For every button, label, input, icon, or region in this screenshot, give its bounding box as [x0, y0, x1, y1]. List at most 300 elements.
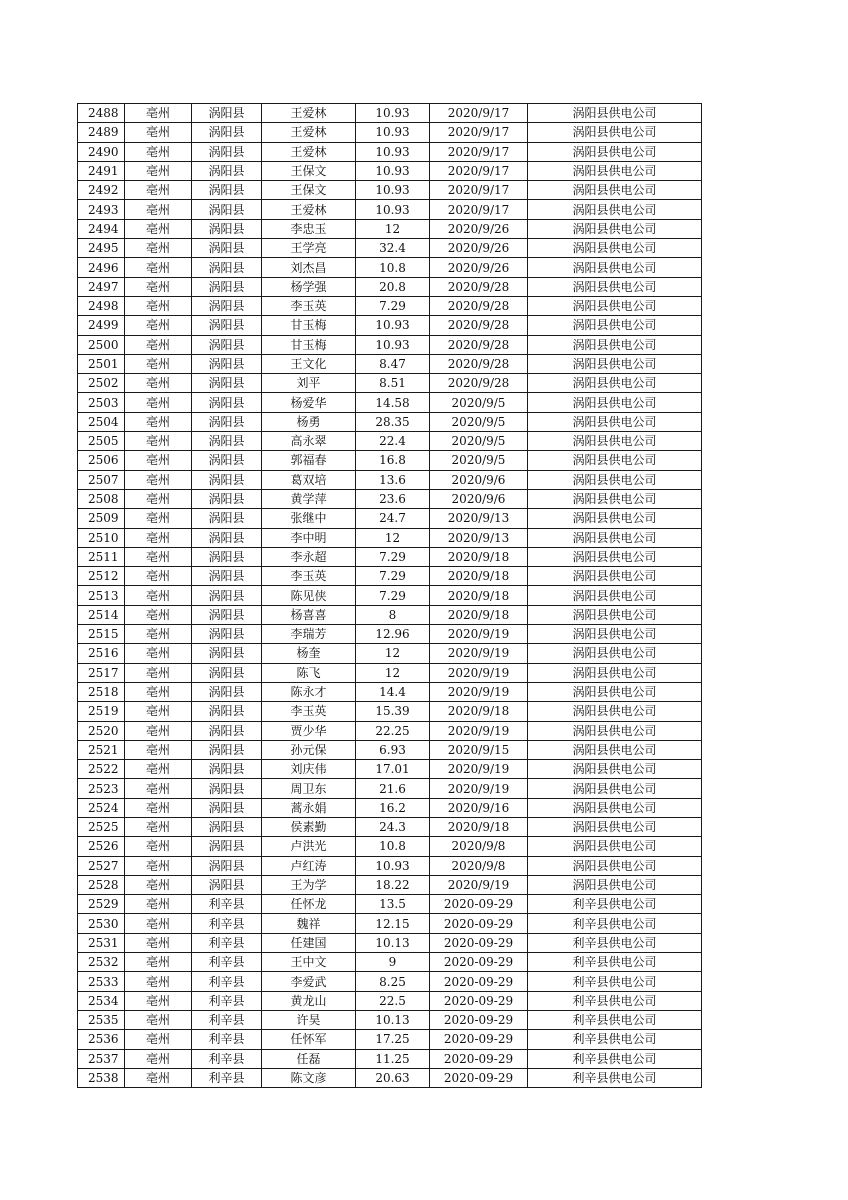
name-cell: 黄学萍 [262, 489, 356, 508]
county-cell: 涡阳县 [192, 798, 262, 817]
date-cell: 2020/9/13 [430, 528, 528, 547]
date-cell: 2020/9/19 [430, 721, 528, 740]
date-cell: 2020/9/17 [430, 200, 528, 219]
row-number-cell: 2528 [78, 875, 125, 894]
city-cell: 亳州 [125, 567, 192, 586]
amount-cell: 8.51 [356, 374, 430, 393]
company-cell: 涡阳县供电公司 [528, 374, 702, 393]
row-number-cell: 2523 [78, 779, 125, 798]
company-cell: 利辛县供电公司 [528, 1049, 702, 1068]
row-number-cell: 2533 [78, 972, 125, 991]
date-cell: 2020/9/28 [430, 316, 528, 335]
county-cell: 利辛县 [192, 1068, 262, 1087]
table-row [78, 374, 702, 393]
county-cell: 涡阳县 [192, 567, 262, 586]
city-cell: 亳州 [125, 393, 192, 412]
table-row [78, 219, 702, 238]
row-number-cell: 2515 [78, 625, 125, 644]
table-row [78, 200, 702, 219]
name-cell: 孙元保 [262, 740, 356, 759]
date-cell: 2020/9/28 [430, 354, 528, 373]
name-cell: 李爱武 [262, 972, 356, 991]
company-cell: 涡阳县供电公司 [528, 296, 702, 315]
row-number-cell: 2496 [78, 258, 125, 277]
name-cell: 黄龙山 [262, 991, 356, 1010]
amount-cell: 11.25 [356, 1049, 430, 1068]
name-cell: 王保文 [262, 161, 356, 180]
row-number-cell: 2538 [78, 1068, 125, 1087]
table-row [78, 702, 702, 721]
row-number-cell: 2514 [78, 605, 125, 624]
name-cell: 陈文彦 [262, 1068, 356, 1087]
table-row [78, 856, 702, 875]
company-cell: 涡阳县供电公司 [528, 354, 702, 373]
company-cell: 涡阳县供电公司 [528, 200, 702, 219]
name-cell: 许昊 [262, 1010, 356, 1029]
table-row [78, 586, 702, 605]
row-number-cell: 2537 [78, 1049, 125, 1068]
table-row [78, 393, 702, 412]
date-cell: 2020-09-29 [430, 933, 528, 952]
company-cell: 涡阳县供电公司 [528, 605, 702, 624]
name-cell: 陈见侠 [262, 586, 356, 605]
city-cell: 亳州 [125, 953, 192, 972]
county-cell: 涡阳县 [192, 412, 262, 431]
name-cell: 李玉英 [262, 702, 356, 721]
city-cell: 亳州 [125, 451, 192, 470]
company-cell: 涡阳县供电公司 [528, 875, 702, 894]
table-row [78, 740, 702, 759]
amount-cell: 7.29 [356, 567, 430, 586]
row-number-cell: 2535 [78, 1010, 125, 1029]
table-row [78, 895, 702, 914]
city-cell: 亳州 [125, 277, 192, 296]
county-cell: 涡阳县 [192, 374, 262, 393]
company-cell: 涡阳县供电公司 [528, 258, 702, 277]
date-cell: 2020/9/15 [430, 740, 528, 759]
county-cell: 涡阳县 [192, 528, 262, 547]
city-cell: 亳州 [125, 817, 192, 836]
amount-cell: 21.6 [356, 779, 430, 798]
county-cell: 利辛县 [192, 933, 262, 952]
row-number-cell: 2526 [78, 837, 125, 856]
company-cell: 涡阳县供电公司 [528, 682, 702, 701]
county-cell: 利辛县 [192, 1049, 262, 1068]
amount-cell: 22.4 [356, 432, 430, 451]
name-cell: 甘玉梅 [262, 316, 356, 335]
row-number-cell: 2490 [78, 142, 125, 161]
name-cell: 魏祥 [262, 914, 356, 933]
table-body [78, 104, 702, 1088]
row-number-cell: 2513 [78, 586, 125, 605]
company-cell: 涡阳县供电公司 [528, 239, 702, 258]
table-row [78, 721, 702, 740]
county-cell: 涡阳县 [192, 644, 262, 663]
city-cell: 亳州 [125, 528, 192, 547]
table-row [78, 972, 702, 991]
city-cell: 亳州 [125, 721, 192, 740]
name-cell: 王爱林 [262, 104, 356, 123]
table-row [78, 528, 702, 547]
amount-cell: 10.13 [356, 1010, 430, 1029]
date-cell: 2020/9/17 [430, 104, 528, 123]
city-cell: 亳州 [125, 1068, 192, 1087]
date-cell: 2020/9/18 [430, 605, 528, 624]
amount-cell: 10.8 [356, 258, 430, 277]
amount-cell: 18.22 [356, 875, 430, 894]
county-cell: 涡阳县 [192, 316, 262, 335]
date-cell: 2020-09-29 [430, 1030, 528, 1049]
county-cell: 利辛县 [192, 914, 262, 933]
row-number-cell: 2494 [78, 219, 125, 238]
table-row [78, 142, 702, 161]
city-cell: 亳州 [125, 104, 192, 123]
county-cell: 涡阳县 [192, 586, 262, 605]
county-cell: 涡阳县 [192, 142, 262, 161]
date-cell: 2020/9/17 [430, 123, 528, 142]
table-row [78, 605, 702, 624]
table-row [78, 567, 702, 586]
row-number-cell: 2488 [78, 104, 125, 123]
date-cell: 2020/9/18 [430, 586, 528, 605]
date-cell: 2020/9/16 [430, 798, 528, 817]
row-number-cell: 2489 [78, 123, 125, 142]
row-number-cell: 2519 [78, 702, 125, 721]
company-cell: 涡阳县供电公司 [528, 509, 702, 528]
company-cell: 涡阳县供电公司 [528, 316, 702, 335]
table-row [78, 335, 702, 354]
county-cell: 涡阳县 [192, 702, 262, 721]
table-row [78, 277, 702, 296]
amount-cell: 20.8 [356, 277, 430, 296]
city-cell: 亳州 [125, 335, 192, 354]
row-number-cell: 2530 [78, 914, 125, 933]
city-cell: 亳州 [125, 374, 192, 393]
county-cell: 涡阳县 [192, 432, 262, 451]
date-cell: 2020/9/5 [430, 451, 528, 470]
city-cell: 亳州 [125, 625, 192, 644]
table-row [78, 316, 702, 335]
city-cell: 亳州 [125, 489, 192, 508]
county-cell: 涡阳县 [192, 200, 262, 219]
row-number-cell: 2517 [78, 663, 125, 682]
name-cell: 任怀龙 [262, 895, 356, 914]
date-cell: 2020/9/19 [430, 760, 528, 779]
city-cell: 亳州 [125, 914, 192, 933]
company-cell: 涡阳县供电公司 [528, 451, 702, 470]
date-cell: 2020/9/18 [430, 547, 528, 566]
amount-cell: 14.58 [356, 393, 430, 412]
amount-cell: 12 [356, 644, 430, 663]
table-row [78, 991, 702, 1010]
amount-cell: 10.93 [356, 161, 430, 180]
city-cell: 亳州 [125, 875, 192, 894]
name-cell: 甘玉梅 [262, 335, 356, 354]
company-cell: 涡阳县供电公司 [528, 856, 702, 875]
row-number-cell: 2521 [78, 740, 125, 759]
city-cell: 亳州 [125, 200, 192, 219]
city-cell: 亳州 [125, 1030, 192, 1049]
county-cell: 涡阳县 [192, 219, 262, 238]
amount-cell: 9 [356, 953, 430, 972]
date-cell: 2020/9/18 [430, 817, 528, 836]
name-cell: 刘平 [262, 374, 356, 393]
company-cell: 涡阳县供电公司 [528, 219, 702, 238]
date-cell: 2020/9/28 [430, 335, 528, 354]
county-cell: 涡阳县 [192, 258, 262, 277]
date-cell: 2020-09-29 [430, 972, 528, 991]
city-cell: 亳州 [125, 972, 192, 991]
company-cell: 涡阳县供电公司 [528, 470, 702, 489]
city-cell: 亳州 [125, 760, 192, 779]
company-cell: 涡阳县供电公司 [528, 142, 702, 161]
name-cell: 卢洪光 [262, 837, 356, 856]
name-cell: 李玉英 [262, 567, 356, 586]
name-cell: 李玉英 [262, 296, 356, 315]
date-cell: 2020-09-29 [430, 1010, 528, 1029]
amount-cell: 8.47 [356, 354, 430, 373]
table-row [78, 953, 702, 972]
amount-cell: 13.6 [356, 470, 430, 489]
name-cell: 卢红涛 [262, 856, 356, 875]
table-row [78, 239, 702, 258]
date-cell: 2020/9/6 [430, 489, 528, 508]
amount-cell: 17.25 [356, 1030, 430, 1049]
table-row [78, 412, 702, 431]
county-cell: 涡阳县 [192, 470, 262, 489]
row-number-cell: 2534 [78, 991, 125, 1010]
city-cell: 亳州 [125, 432, 192, 451]
name-cell: 陈飞 [262, 663, 356, 682]
amount-cell: 24.7 [356, 509, 430, 528]
table-row [78, 760, 702, 779]
date-cell: 2020/9/19 [430, 682, 528, 701]
date-cell: 2020/9/8 [430, 856, 528, 875]
city-cell: 亳州 [125, 779, 192, 798]
city-cell: 亳州 [125, 316, 192, 335]
company-cell: 利辛县供电公司 [528, 1030, 702, 1049]
company-cell: 涡阳县供电公司 [528, 837, 702, 856]
company-cell: 涡阳县供电公司 [528, 625, 702, 644]
amount-cell: 22.5 [356, 991, 430, 1010]
name-cell: 王学亮 [262, 239, 356, 258]
city-cell: 亳州 [125, 663, 192, 682]
table-row [78, 1010, 702, 1029]
name-cell: 李忠玉 [262, 219, 356, 238]
date-cell: 2020/9/17 [430, 181, 528, 200]
city-cell: 亳州 [125, 258, 192, 277]
company-cell: 利辛县供电公司 [528, 972, 702, 991]
company-cell: 涡阳县供电公司 [528, 161, 702, 180]
row-number-cell: 2516 [78, 644, 125, 663]
row-number-cell: 2524 [78, 798, 125, 817]
amount-cell: 10.8 [356, 837, 430, 856]
table-row [78, 644, 702, 663]
county-cell: 涡阳县 [192, 817, 262, 836]
county-cell: 涡阳县 [192, 509, 262, 528]
city-cell: 亳州 [125, 412, 192, 431]
date-cell: 2020/9/26 [430, 258, 528, 277]
county-cell: 利辛县 [192, 972, 262, 991]
amount-cell: 10.93 [356, 316, 430, 335]
city-cell: 亳州 [125, 123, 192, 142]
date-cell: 2020/9/8 [430, 837, 528, 856]
company-cell: 涡阳县供电公司 [528, 663, 702, 682]
amount-cell: 10.93 [356, 104, 430, 123]
company-cell: 利辛县供电公司 [528, 895, 702, 914]
amount-cell: 32.4 [356, 239, 430, 258]
table-row [78, 817, 702, 836]
amount-cell: 12 [356, 219, 430, 238]
date-cell: 2020/9/17 [430, 142, 528, 161]
date-cell: 2020/9/28 [430, 277, 528, 296]
company-cell: 涡阳县供电公司 [528, 104, 702, 123]
city-cell: 亳州 [125, 354, 192, 373]
amount-cell: 17.01 [356, 760, 430, 779]
city-cell: 亳州 [125, 219, 192, 238]
county-cell: 涡阳县 [192, 760, 262, 779]
county-cell: 利辛县 [192, 1030, 262, 1049]
row-number-cell: 2511 [78, 547, 125, 566]
name-cell: 任怀军 [262, 1030, 356, 1049]
name-cell: 王爱林 [262, 200, 356, 219]
amount-cell: 10.93 [356, 856, 430, 875]
amount-cell: 12.15 [356, 914, 430, 933]
amount-cell: 8.25 [356, 972, 430, 991]
amount-cell: 8 [356, 605, 430, 624]
amount-cell: 10.93 [356, 142, 430, 161]
date-cell: 2020/9/26 [430, 219, 528, 238]
county-cell: 涡阳县 [192, 605, 262, 624]
table-row [78, 123, 702, 142]
name-cell: 陈永才 [262, 682, 356, 701]
city-cell: 亳州 [125, 837, 192, 856]
table-row [78, 451, 702, 470]
row-number-cell: 2500 [78, 335, 125, 354]
row-number-cell: 2518 [78, 682, 125, 701]
amount-cell: 24.3 [356, 817, 430, 836]
amount-cell: 10.13 [356, 933, 430, 952]
county-cell: 涡阳县 [192, 239, 262, 258]
amount-cell: 10.93 [356, 181, 430, 200]
county-cell: 涡阳县 [192, 682, 262, 701]
row-number-cell: 2502 [78, 374, 125, 393]
table-row [78, 933, 702, 952]
city-cell: 亳州 [125, 547, 192, 566]
date-cell: 2020/9/18 [430, 567, 528, 586]
company-cell: 涡阳县供电公司 [528, 528, 702, 547]
city-cell: 亳州 [125, 991, 192, 1010]
county-cell: 涡阳县 [192, 296, 262, 315]
table-row [78, 663, 702, 682]
date-cell: 2020-09-29 [430, 914, 528, 933]
date-cell: 2020/9/6 [430, 470, 528, 489]
date-cell: 2020/9/28 [430, 296, 528, 315]
amount-cell: 12.96 [356, 625, 430, 644]
city-cell: 亳州 [125, 702, 192, 721]
amount-cell: 12 [356, 663, 430, 682]
company-cell: 涡阳县供电公司 [528, 412, 702, 431]
name-cell: 张继中 [262, 509, 356, 528]
city-cell: 亳州 [125, 1049, 192, 1068]
amount-cell: 7.29 [356, 296, 430, 315]
row-number-cell: 2498 [78, 296, 125, 315]
company-cell: 利辛县供电公司 [528, 991, 702, 1010]
name-cell: 周卫东 [262, 779, 356, 798]
name-cell: 杨喜喜 [262, 605, 356, 624]
company-cell: 涡阳县供电公司 [528, 547, 702, 566]
row-number-cell: 2499 [78, 316, 125, 335]
company-cell: 涡阳县供电公司 [528, 644, 702, 663]
row-number-cell: 2503 [78, 393, 125, 412]
name-cell: 王爱林 [262, 123, 356, 142]
table-row [78, 625, 702, 644]
name-cell: 刘杰昌 [262, 258, 356, 277]
amount-cell: 28.35 [356, 412, 430, 431]
county-cell: 涡阳县 [192, 547, 262, 566]
amount-cell: 16.2 [356, 798, 430, 817]
company-cell: 涡阳县供电公司 [528, 567, 702, 586]
row-number-cell: 2531 [78, 933, 125, 952]
date-cell: 2020/9/19 [430, 875, 528, 894]
company-cell: 涡阳县供电公司 [528, 586, 702, 605]
table-row [78, 779, 702, 798]
city-cell: 亳州 [125, 798, 192, 817]
name-cell: 李瑞芳 [262, 625, 356, 644]
company-cell: 利辛县供电公司 [528, 1010, 702, 1029]
date-cell: 2020-09-29 [430, 895, 528, 914]
date-cell: 2020/9/26 [430, 239, 528, 258]
table-row [78, 798, 702, 817]
row-number-cell: 2497 [78, 277, 125, 296]
table-row [78, 1030, 702, 1049]
table-row [78, 1068, 702, 1087]
name-cell: 刘庆伟 [262, 760, 356, 779]
subsidy-record-table [77, 103, 702, 1088]
county-cell: 利辛县 [192, 953, 262, 972]
company-cell: 涡阳县供电公司 [528, 721, 702, 740]
county-cell: 涡阳县 [192, 837, 262, 856]
table-row [78, 547, 702, 566]
table-row [78, 181, 702, 200]
amount-cell: 22.25 [356, 721, 430, 740]
city-cell: 亳州 [125, 181, 192, 200]
date-cell: 2020/9/13 [430, 509, 528, 528]
row-number-cell: 2536 [78, 1030, 125, 1049]
city-cell: 亳州 [125, 161, 192, 180]
county-cell: 涡阳县 [192, 335, 262, 354]
city-cell: 亳州 [125, 239, 192, 258]
date-cell: 2020/9/19 [430, 663, 528, 682]
row-number-cell: 2522 [78, 760, 125, 779]
company-cell: 涡阳县供电公司 [528, 123, 702, 142]
table-row [78, 354, 702, 373]
date-cell: 2020/9/28 [430, 374, 528, 393]
table-row [78, 470, 702, 489]
date-cell: 2020/9/18 [430, 702, 528, 721]
table-row [78, 682, 702, 701]
row-number-cell: 2520 [78, 721, 125, 740]
row-number-cell: 2509 [78, 509, 125, 528]
amount-cell: 20.63 [356, 1068, 430, 1087]
table-row [78, 489, 702, 508]
row-number-cell: 2495 [78, 239, 125, 258]
date-cell: 2020-09-29 [430, 1068, 528, 1087]
county-cell: 涡阳县 [192, 161, 262, 180]
name-cell: 王爱林 [262, 142, 356, 161]
company-cell: 利辛县供电公司 [528, 914, 702, 933]
table-row [78, 837, 702, 856]
